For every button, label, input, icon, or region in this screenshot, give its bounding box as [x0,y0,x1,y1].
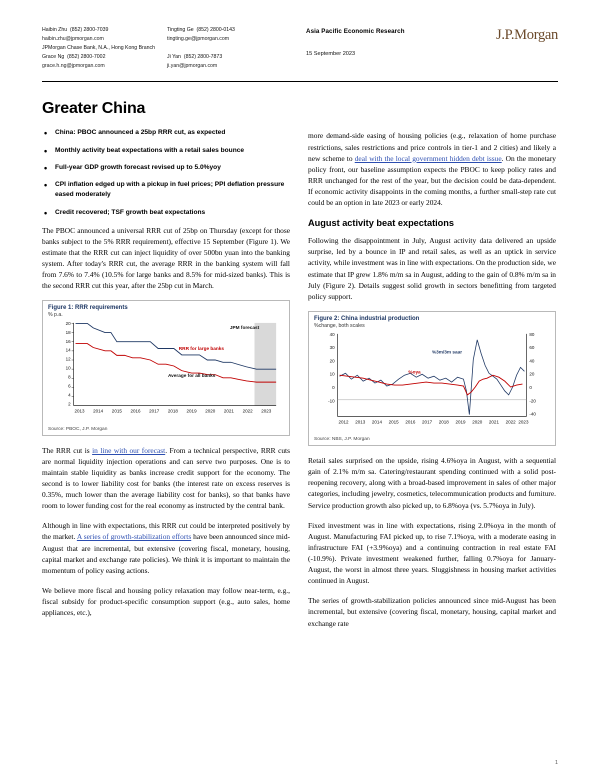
page-header [42,26,558,82]
svg-text:-40: -40 [529,411,536,417]
inline-link-forecast[interactable]: in line with our forecast [92,445,166,455]
contact-row [42,53,292,71]
contact-row [42,26,292,44]
page-title: Greater China [42,100,146,118]
figure-1 [42,300,290,435]
svg-text:-10: -10 [328,398,335,404]
contact-phone: (852) 2800-7039 [69,27,109,33]
svg-text:-20: -20 [529,398,536,404]
entity-line: JPMorgan Chase Bank, N.A., Hong Kong Branch [42,45,156,52]
svg-text:20: 20 [65,321,71,327]
figure-2-title: Figure 2: China industrial production [314,315,420,322]
contact-2 [42,53,167,71]
svg-text:2022: 2022 [505,419,516,425]
svg-text:2018: 2018 [438,419,449,425]
text-run: The RRR cut is [42,445,93,455]
svg-text:2023: 2023 [261,408,272,414]
contact-email[interactable]: haibin.zhu@jpmorgan.com [42,36,104,43]
svg-text:2012: 2012 [338,419,349,425]
paragraph-with-link [42,520,290,576]
svg-text:%3m/3m saar: %3m/3m saar [432,349,463,355]
svg-text:2020: 2020 [205,408,216,414]
research-series-label: Asia Pacific Economic Research [306,28,405,35]
inline-link-growth-stabilization[interactable]: A series of growth-stabilization efforts [76,532,192,542]
svg-text:2017: 2017 [422,419,433,425]
svg-text:2023: 2023 [518,419,529,425]
svg-text:%oya: %oya [408,369,421,375]
svg-text:10: 10 [65,366,71,372]
svg-text:2020: 2020 [472,419,483,425]
paragraph-with-link [308,130,556,208]
svg-text:2017: 2017 [149,408,160,414]
svg-text:8: 8 [68,375,71,381]
contact-phone: (852) 2800-0143 [196,27,235,33]
contact-email[interactable]: ji.yan@jpmorgan.com [167,63,218,70]
left-column [42,128,290,637]
contact-name: Tingting Ge [167,27,194,33]
contact-name: Haibin Zhu [42,27,68,33]
svg-text:30: 30 [329,345,335,351]
svg-text:16: 16 [65,339,71,345]
contact-name: Grace Ng [42,54,65,61]
svg-text:40: 40 [529,358,535,364]
svg-text:2015: 2015 [388,419,399,425]
svg-text:10: 10 [329,371,335,377]
figure-1-source: Source: PBOC, J.P. Morgan [48,426,108,432]
summary-bullets [42,128,290,217]
contacts-block [42,26,292,71]
text-run: . From a technical perspective, RRR cuts are normal liquidity injection operations and can serve two purposes. One is to maintain stable liquidity as banks increase credit support for the economy. The second is to lower liability cost for banks (the interest rate on excess reserves is 0.35%, much lower than the average liability cost for banks), so that banks have room to lower funding cost for the real economy as instructed by the central bank. [42,445,290,511]
figure-2 [308,311,556,446]
svg-text:60: 60 [529,345,535,351]
svg-text:0: 0 [332,384,335,390]
header-middle [292,26,454,57]
svg-text:2013: 2013 [355,419,366,425]
svg-text:2014: 2014 [93,408,104,414]
svg-text:2022: 2022 [242,408,253,414]
svg-text:4: 4 [68,393,71,399]
contact-1 [167,26,292,44]
contact-3 [167,53,292,71]
svg-text:12: 12 [65,357,71,363]
jpmorgan-logo: J.P.Morgan [496,27,558,43]
paragraph: Following the disappointment in July, August activity data delivered an upside surprise, led by a bounce in IP and retail sales, as well as an uptick in service activity, while investment was in line with expectations. On the production side, we estimate that IP grew 1.8% m/m sa in August, adding to the gain of 0.8% m/m sa in July (Figure 2). Details suggest solid growth in sectors benefitting from targeted policy support. [308,236,556,301]
svg-text:Average for all banks: Average for all banks [167,373,216,379]
list-item: • China: PBOC announced a 25bp RRR cut, as expected [42,128,290,138]
figure-2-chart [314,330,550,436]
svg-text:18: 18 [65,330,71,336]
svg-text:2016: 2016 [405,419,416,425]
list-item: • CPI inflation edged up with a pickup in fuel prices; PPI deflation pressure eased moderately [42,180,290,200]
svg-text:20: 20 [329,358,335,364]
svg-text:2015: 2015 [111,408,122,414]
list-item: • Full-year GDP growth forecast revised up to 5.0%yoy [42,163,290,173]
figure-2-source: Source: NBS, J.P. Morgan [314,437,370,443]
svg-text:2016: 2016 [130,408,141,414]
text-run: have been announced since mid-August that are incremental, but extensive (covering fiscal, monetary, housing, capital market and exchange rate policies). We think it is important to maintain the momentum of policy easing actions. [42,532,290,575]
figure-1-title: Figure 1: RRR requirements [48,305,128,312]
paragraph: We believe more fiscal and housing policy relaxation may follow near-term, e.g., fiscal subsidy for product-specific consumption support (e.g., auto sales, home appliances, etc.), [42,585,290,618]
text-run: . On the monetary policy front, our baseline assumption expects the PBOC to keep policy rates and RRR unchanged for the rest of the year, but the decision could be data-dependent. If economic activity disappoints in the coming months, a further small-step rate cut could be an option in late 2023 or early 2024. [308,153,556,208]
two-column-body [42,128,558,637]
figure-1-chart [48,319,284,425]
svg-text:2019: 2019 [455,419,466,425]
paragraph: The PBOC announced a universal RRR cut of 25bp on Thursday (except for those banks subject to the 5% RRR requirement), effective 15 September (Figure 1). We estimate that the RRR cut can inject liquidity of over 500bn yuan into the banking system. After today's RRR cut, the average RRR in the banking system will fall from 7.6% to 7.4% (10.5% for large banks and 8.5% for mid-sized banks). This is the second RRR cut this year, after the 25bp cut in March. [42,225,290,291]
figure-1-unit: % p.a. [48,312,63,319]
contact-name: Ji Yan [167,54,181,61]
svg-text:2: 2 [68,401,71,407]
paragraph: Fixed investment was in line with expectations, rising 2.0%oya in the month of August. Manufacturing FAI picked up, to rise 7.1%oya, with a moderate easing in infrastructure FAI (+3.9%oya) and a continuing contraction in real estate FAI (-10.9%). Private investment weakened further, falling 0.7%oya for January-August, the worst in almost three years. Sluggishness in housing market activities continued in August. [308,520,556,586]
list-item: • Credit recovered; TSF growth beat expectations [42,208,290,218]
svg-text:2018: 2018 [167,408,178,414]
svg-text:80: 80 [529,331,535,337]
svg-text:2013: 2013 [74,408,85,414]
right-column [308,128,556,637]
contact-phone: (852) 2800-7873 [183,54,223,61]
svg-text:14: 14 [65,348,71,354]
inline-link-hidden-debt[interactable]: deal with the local government hidden debt issue [354,153,502,163]
svg-text:2021: 2021 [223,408,234,414]
svg-text:40: 40 [329,331,335,337]
contact-phone: (852) 2800-7002 [67,54,106,61]
text-run: Although in line with expectations, this RRR cut could be interpreted positively by the market. [42,521,290,542]
paragraph-with-link [42,445,290,512]
svg-text:2019: 2019 [186,408,197,414]
text-run: more demand-side easing of housing policies (e.g., relaxation of home purchase restrictions, sales restrictions and price controls in tier-1 and 2 cities) and likely a new scheme to [308,131,556,163]
svg-text:6: 6 [68,384,71,390]
svg-text:0: 0 [529,384,532,390]
contact-email[interactable]: tingting.ge@jpmorgan.com [167,36,230,43]
svg-text:2021: 2021 [488,419,499,425]
page-number: 1 [555,760,558,766]
contact-email[interactable]: grace.h.ng@jpmorgan.com [42,63,105,70]
svg-text:RRR for large banks: RRR for large banks [178,346,225,352]
section-heading: August activity beat expectations [308,218,455,229]
svg-text:20: 20 [529,371,535,377]
list-item: • Monthly activity beat expectations with a retail sales bounce [42,146,290,156]
svg-text:2014: 2014 [371,419,382,425]
svg-text:JPM forecast: JPM forecast [229,325,260,331]
publication-date: 15 September 2023 [306,51,356,57]
contact-0 [42,26,167,44]
paragraph: The series of growth-stabilization policies announced since mid-August has been incremental, but extensive (covering fiscal, monetary, housing, capital market and exchange rate [308,596,556,628]
figure-2-unit: %change, both scales [314,322,365,329]
paragraph: Retail sales surprised on the upside, rising 4.6%oya in August, with a sequential gain of 2.1% m/m sa. Catering/restaurant spending continued with a solid post-reopening recovery, along with a broad-based improvement in sales of other major categories, including jewelry, cosmetics, telecommunication products and furniture. Service production growth also picked up, to 6.8%oya (vs. 5.7%oya in July). [308,456,556,510]
